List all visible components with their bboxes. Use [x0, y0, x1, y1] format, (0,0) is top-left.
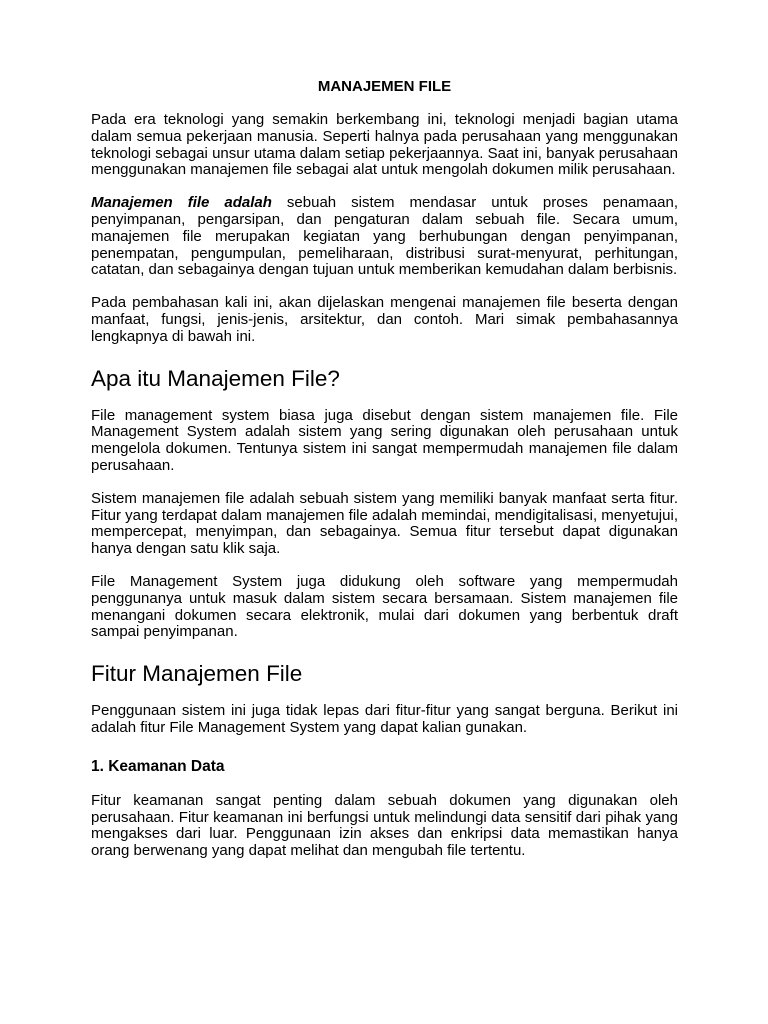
overview-paragraph: Pada pembahasan kali ini, akan dijelaskan mengenai manajemen file beserta dengan manfaat, fungsi, jenis-jenis, arsitektur, dan contoh. Mari simak pembahasannya lengkapnya di bawah ini. — [91, 294, 678, 345]
intro-paragraph: Pada era teknologi yang semakin berkembang ini, teknologi menjadi bagian utama dalam semua pekerjaan manusia. Seperti halnya pada perusahaan yang menggunakan teknologi sebagai unsur utama dalam setiap pekerjaannya. Saat ini, banyak perusahaan menggunakan manajemen file sebagai alat untuk mengolah dokumen milik perusahaan. — [91, 111, 678, 179]
document-page — [91, 77, 678, 876]
definition-text: sebuah sistem mendasar untuk proses penamaan, penyimpanan, pengarsipan, dan pengaturan dalam sebuah file. Secara umum, manajemen file merupakan kegiatan yang berhubungan dengan penyimpanan, penempatan, pengumpulan, pemeliharaan, distribusi surat-menyurat, perhitungan, catatan, dan sebagainya dengan tujuan untuk memberikan kemudahan dalam berbisnis. — [91, 194, 678, 279]
section1-paragraph-1: File management system biasa juga disebut dengan sistem manajemen file. File Management System adalah sistem yang sering digunakan oleh perusahaan untuk mengelola dokumen. Tentunya sistem ini sangat mempermudah manajemen file dalam perusahaan. — [91, 406, 678, 474]
definition-term: Manajemen file adalah — [91, 194, 272, 212]
section-heading-fitur: Fitur Manajemen File — [91, 661, 303, 687]
section1-paragraph-2: Sistem manajemen file adalah sebuah sistem yang memiliki banyak manfaat serta fitur. Fitur yang terdapat dalam manajemen file adalah memindai, mendigitalisasi, menyetujui, mempercepat, menyimpan, dan sebagainya. Semua fitur tersebut dapat digunakan hanya dengan satu klik saja. — [91, 489, 678, 558]
subsection1-paragraph-1: Fitur keamanan sangat penting dalam sebuah dokumen yang digunakan oleh perusahaan. Fitur keamanan ini berfungsi untuk melindungi data sensitif dari pihak yang mengakses dari luar. Penggunaan izin akses dan enkripsi data memastikan hanya orang berwenang yang dapat melihat dan mengubah file tertentu. — [91, 791, 678, 860]
section-heading-apa-itu: Apa itu Manajemen File? — [91, 365, 340, 391]
section2-paragraph-1: Penggunaan sistem ini juga tidak lepas dari fitur-fitur yang sangat berguna. Berikut ini adalah fitur File Management System yang dapat kalian gunakan. — [91, 702, 678, 736]
subsection-heading-keamanan-data: 1. Keamanan Data — [91, 757, 225, 775]
document-title: MANAJEMEN FILE — [317, 78, 452, 95]
section1-paragraph-3: File Management System juga didukung oleh software yang mempermudah penggunanya untuk masuk dalam sistem secara bersamaan. Sistem manajemen file menangani dokumen secara elektronik, mulai dari dokumen yang berbentuk draft sampai penyimpanan. — [91, 572, 678, 641]
definition-paragraph — [91, 195, 678, 279]
